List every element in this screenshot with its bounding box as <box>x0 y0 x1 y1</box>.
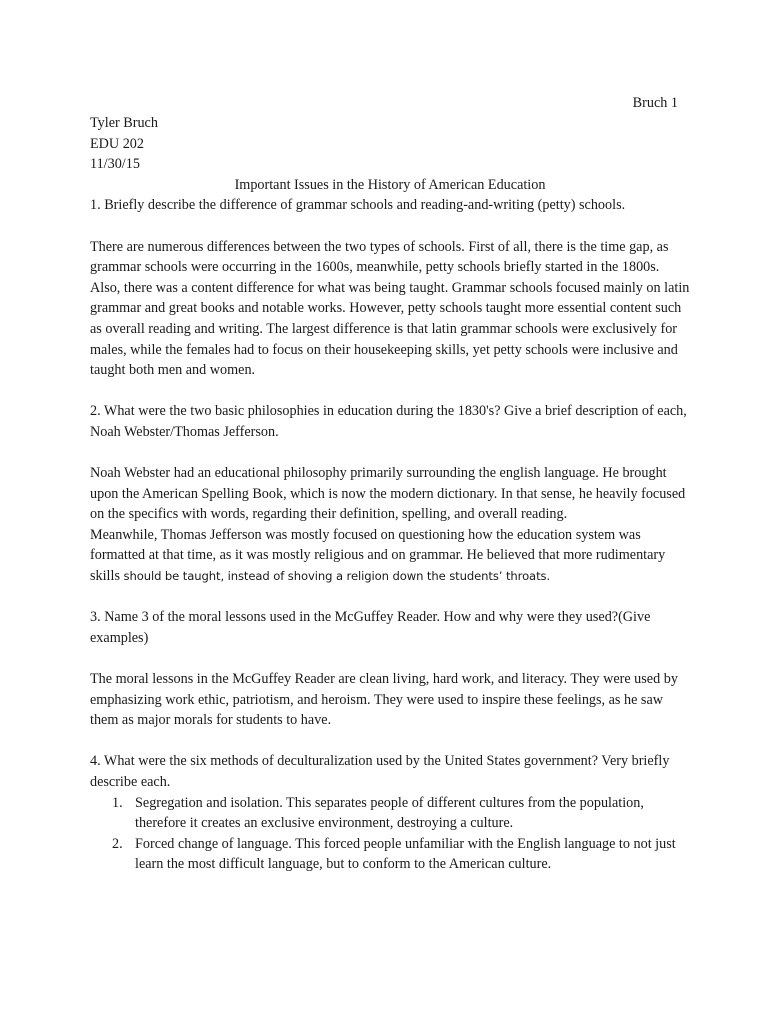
deculturalization-methods-list <box>90 793 690 875</box>
answer-3: The moral lessons in the McGuffey Reader are clean living, hard work, and literacy. They were used by emphasizing work ethic, patriotism, and heroism. They were used to inspire these feelings, as he saw them as major morals for students to have. <box>90 671 678 729</box>
answer-2-webster: Noah Webster had an educational philosophy primarily surrounding the english language. He brought upon the American Spelling Book, which is now the modern dictionary. In that sense, he heavily focused on the specifics with words, regarding their definition, spelling, and overall reading. <box>90 465 686 523</box>
spacer <box>90 731 690 752</box>
running-head: Bruch 1 <box>632 95 678 111</box>
document-title: Important Issues in the History of American Education <box>234 176 546 193</box>
answer-2-jefferson-tail: should be taught, instead of shoving a religion down the students’ throats. <box>123 569 551 584</box>
spacer <box>90 648 690 669</box>
author-name: Tyler Bruch <box>90 115 158 131</box>
list-item <box>90 793 690 834</box>
spacer <box>90 216 690 237</box>
spacer <box>90 587 690 608</box>
list-item <box>90 834 690 875</box>
list-item-text: Segregation and isolation. This separates people of different cultures from the population, therefore it creates an exclusive environment, destroying a culture. <box>135 794 644 832</box>
course-code: EDU 202 <box>90 135 144 152</box>
question-1: 1. Briefly describe the difference of grammar schools and reading-and-writing (petty) schools. <box>90 197 626 214</box>
answer-2-jefferson <box>90 525 690 587</box>
document-date: 11/30/15 <box>90 156 140 173</box>
list-item-number: 1. <box>112 794 123 811</box>
list-item-text: Forced change of language. This forced people unfamiliar with the English language to not just learn the most difficult language, but to conform to the American culture. <box>135 835 676 873</box>
spacer <box>90 381 690 402</box>
question-2: 2. What were the two basic philosophies in education during the 1830's? Give a brief description of each, Noah Webster/Thomas Jefferson. <box>90 403 687 440</box>
question-3: 3. Name 3 of the moral lessons used in the McGuffey Reader. How and why were they used?(Give examples) <box>90 609 651 646</box>
question-4: 4. What were the six methods of deculturalization used by the United States government? Very briefly describe each. <box>90 753 670 790</box>
answer-2-jefferson-main: Meanwhile, Thomas Jefferson was mostly focused on questioning how the education system was formatted at that time, as it was mostly religious and on grammar. He believed that more rudimentary skills <box>90 526 666 585</box>
list-item-number: 2. <box>112 835 123 852</box>
document-body <box>90 113 690 875</box>
answer-1: There are numerous differences between the two types of schools. First of all, there is the time gap, as grammar schools were occurring in the 1600s, meanwhile, petty schools briefly started in the 1800s. Also, there was a content difference for what was being taught. Grammar schools focused mainly on latin grammar and great books and notable works. However, petty schools taught more essential content such as overall reading and writing. The largest difference is that latin grammar schools were exclusively for males, while the females had to focus on their housekeeping skills, yet petty schools were inclusive and taught both men and women. <box>90 238 690 379</box>
spacer <box>90 443 690 464</box>
